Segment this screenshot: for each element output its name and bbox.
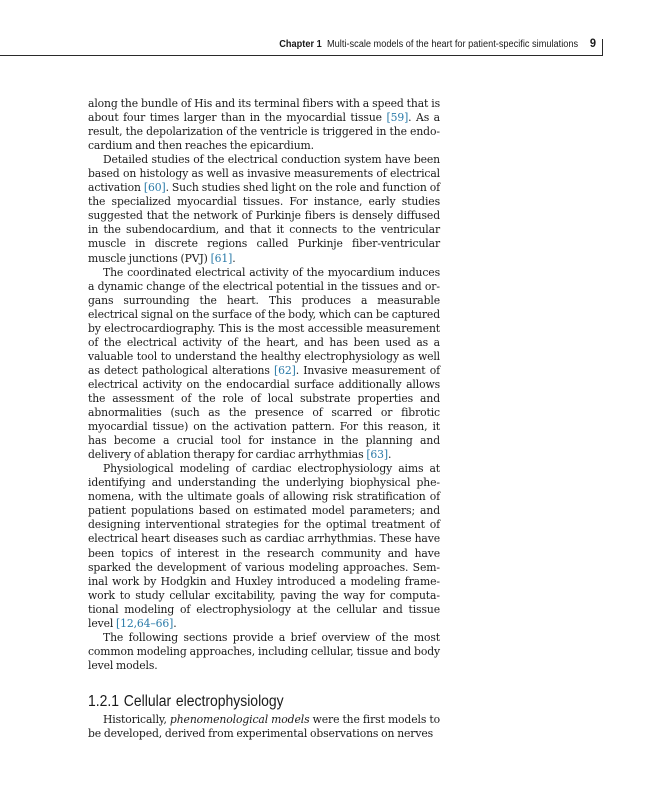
- citation-62[interactable]: [62]: [274, 363, 296, 377]
- section-heading: 1.2.1 Cellular electrophysiology: [88, 692, 284, 710]
- citation-63[interactable]: [63]: [366, 448, 389, 462]
- paragraph-4: Physiological modeling of cardiac electrophysiology aims at identifying and understanding the underlying biophysical phenomena, with the ultimate goals of allowing risk stratification of patient populations based on estimated model parameters; and designing interventional strategies for the optimal treatment of electrical heart diseases such as cardiac arrhythmias. These have been topics of interest in the research community and have sparked the development of various modeling approaches. Seminal work by Hodgkin and Huxley introduced a modeling framework to study cellular excitability, paving the way for computational modeling of electrophysiology at the cellular and tissue level [12,64–66].: [88, 462, 440, 630]
- header-rule-tick: [602, 39, 603, 56]
- header-rule: [0, 55, 602, 56]
- section-paragraph-1: Historically, phenomenological models were the first models to be developed, derived from experimental observations on nerves: [88, 712, 440, 741]
- body-text: [88, 97, 440, 741]
- paragraph-2: Detailed studies of the electrical conduction system have been based on histology as well as invasive measurements of electrical activation [60]. Such studies shed light on the role and function of the specialized myocardial tissues. For instance, early studies suggested that the network of Purkinje fibers is densely diffused in the subendocardium, and that it connects to the ventricular muscle in discrete regions called Purkinje fiber-ventricular muscle junctions (PVJ) [61].: [88, 153, 440, 265]
- chapter-title: Multi-scale models of the heart for patient-specific simulations: [327, 39, 579, 50]
- paragraph-1: along the bundle of His and its terminal fibers with a speed that is about four times larger than in the myocardial tissue [59]. As a result, the depolarization of the ventricle is triggered in the endocardium and then reaches the epicardium.: [88, 97, 440, 153]
- citation-12-64-66[interactable]: [12,64–66]: [116, 616, 174, 630]
- chapter-label: Chapter 1: [279, 39, 322, 50]
- citation-61[interactable]: [61]: [210, 251, 233, 265]
- page-number: 9: [589, 36, 596, 50]
- paragraph-3: The coordinated electrical activity of the myocardium induces a dynamic change of the electrical potential in the tissues and organs surrounding the heart. This produces a measurable electrical signal on the surface of the body, which can be captured by electrocardiography. This is the most accessible measurement of the electrical activity of the heart, and has been used as a valuable tool to understand the healthy electrophysiology as well as detect pathological alterations [62]. Invasive measurement of electrical activity on the endocardial surface additionally allows the assessment of the role of local substrate properties and abnormalities (such as the presence of scarred or fibrotic myocardial tissue) on the activation pattern. For this reason, it has become a crucial tool for instance in the planning and delivery of ablation therapy for cardiac arrhythmias [63].: [88, 265, 440, 462]
- emphasis-term: phenomenological models: [169, 712, 310, 726]
- running-head: [48, 36, 596, 50]
- citation-60[interactable]: [60]: [143, 181, 166, 195]
- paragraph-5: The following sections provide a brief overview of the most common modeling approaches, including cellular, tissue and body level models.: [88, 630, 440, 672]
- citation-59[interactable]: [59]: [386, 111, 409, 125]
